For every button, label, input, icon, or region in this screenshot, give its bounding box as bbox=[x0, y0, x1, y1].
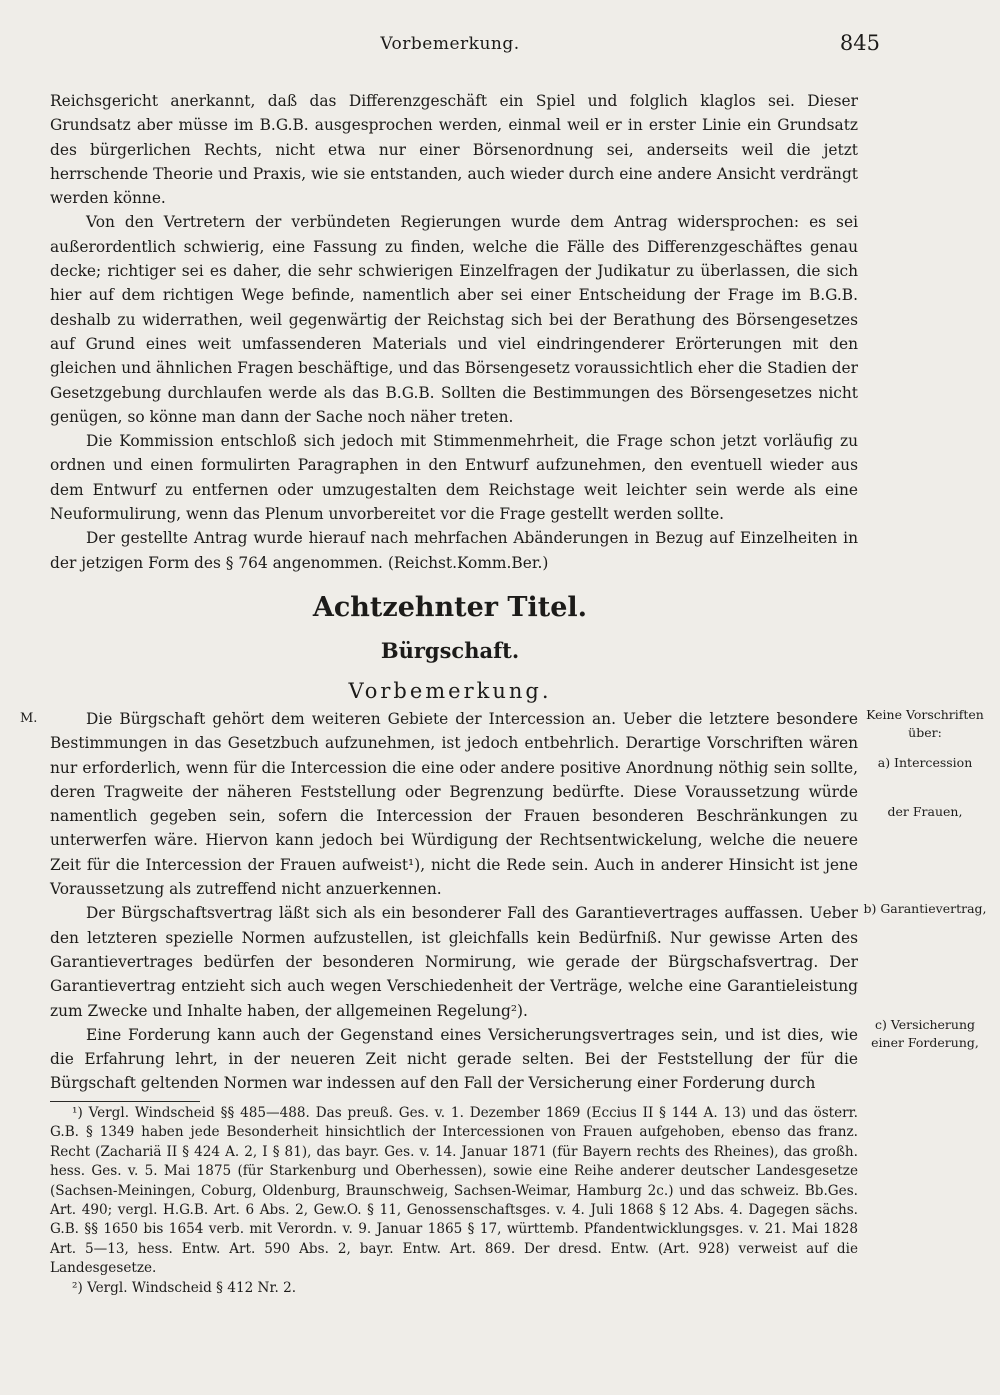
footnotes bbox=[50, 1104, 858, 1298]
paragraph: Die Bürgschaft gehört dem weiteren Gebiete der Intercession an. Ueber die letztere besondere Bestimmungen in das Gesetzbuch aufzunehmen, ist jedoch entbehrlich. Derartige Vorschriften wären nur erforderlich, wenn für die Intercession die eine oder andere positive Anordnung nöthig sein sollte, deren Tragweite der näheren Feststellung oder Begrenzung bedürfte. Diese Voraussetzung würde namentlich gegeben sein, sofern die Intercession der Frauen besonderen Beschränkungen zu unterwerfen wäre. Hiervon kann jedoch bei Würdigung der Rechtsentwickelung, welche die neuere Zeit für die Intercession der Frauen aufweist¹), nicht die Rede sein. Auch in anderer Hinsicht ist jene Voraussetzung als zutreffend nicht anzuerkennen. bbox=[50, 710, 858, 899]
paragraph: Der Bürgschaftsvertrag läßt sich als ein besonderer Fall des Garantievertrages auffassen. Ueber den letzteren spezielle Normen aufzustellen, ist gleichfalls kein Bedürfniß. Nur gewisse Arten des Garantievertrages bedürfen der besonderen Normirung, wie gerade der Bürgschafsvertrag. Der Garantievertrag entzieht sich auch wegen Verschiedenheit der Verträge, welche eine Garantieleistung zum Zwecke und Inhalte haben, der allgemeinen Regelung²). bbox=[50, 904, 858, 1020]
running-title: Vorbemerkung. bbox=[380, 34, 520, 54]
sidenote: b) Garantievertrag, bbox=[863, 901, 987, 916]
sidenote: c) Versicherung einer Forderung, bbox=[871, 1017, 979, 1050]
sidenote: a) Intercession bbox=[877, 755, 973, 770]
paragraph: Von den Vertretern der verbündeten Regierungen wurde dem Antrag widersprochen: es sei außerordentlich schwierig, eine Fassung zu finden, welche die Fälle des Differenzgeschäftes genau decke; richtiger sei es daher, die sehr schwierigen Einzelfragen der Judikatur zu überlassen, die sich hier auf dem richtigen Wege befinde, namentlich aber sei einer Entscheidung der Frage im B.G.B. deshalb zu widerrathen, weil gegenwärtig der Reichstag sich bei der Berathung des Börsengesetzes auf Grund eines weit umfassenderen Materials und viel eindringenderer Erörterungen mit den gleichen und ähnlichen Fragen beschäftige, und das Börsengesetz voraussichtlich eher die Stadien der Gesetzgebung durchlaufen werde als das B.G.B. Sollten die Bestimmungen des Börsengesetzes nicht genügen, so könne man dann der Sache noch näher treten. bbox=[50, 213, 858, 426]
paragraph: Eine Forderung kann auch der Gegenstand eines Versicherungsvertrages sein, und ist dies, wie die Erfahrung lehrt, in der neueren Zeit nicht gerade selten. Bei der Feststellung der für die Bürgschaft geltenden Normen war indessen auf den Fall der Versicherung einer Forderung durch bbox=[50, 1025, 858, 1093]
paragraph: Reichsgericht anerkannt, daß das Differenzgeschäft ein Spiel und folglich klaglos sei. Dieser Grundsatz aber müsse im B.G.B. ausgesprochen werden, einmal weil er in erster Linie ein Grundsatz des bürgerlichen Rechts, nicht etwa nur einer Börsenordnung sei, anderseits weil die jetzt herrschende Theorie und Praxis, wie sie entstanden, auch wieder durch eine andere Ansicht verdrängt werden könne. bbox=[50, 92, 858, 208]
section-heading: Vorbemerkung. bbox=[348, 679, 552, 703]
top-text-block bbox=[50, 89, 858, 575]
page-number: 845 bbox=[839, 31, 880, 55]
margin-marker: M. bbox=[20, 711, 38, 726]
sidenote: Keine Vorschriften über: bbox=[866, 707, 984, 740]
footnote: ²) Vergl. Windscheid § 412 Nr. 2. bbox=[72, 1279, 297, 1296]
sidenote: der Frauen, bbox=[887, 804, 963, 819]
paragraph: Die Kommission entschloß sich jedoch mit Stimmenmehrheit, die Frage schon jetzt vorläufig zu ordnen und einen formulirten Paragraphen in den Entwurf aufzunehmen, den eventuell wieder aus dem Entwurf zu entfernen oder umzugestalten dem Reichstage weit leichter sein werde als eine Neuformulirung, wenn das Plenum unvorbereitet vor die Frage gestellt werden sollte. bbox=[50, 432, 858, 524]
main-text-block bbox=[50, 707, 858, 1096]
footnote: ¹) Vergl. Windscheid §§ 485—488. Das preuß. Ges. v. 1. Dezember 1869 (Eccius II § 144 A. 13) und das österr. G.B. § 1349 haben jede Besonderheit hinsichtlich der Intercessionen von Frauen aufgehoben, ebenso das franz. Recht (Zachariä II § 424 A. 2, I § 81), das bayr. Ges. v. 14. Januar 1871 (für Bayern rechts des Rheines), das großh. hess. Ges. v. 5. Mai 1875 (für Starkenburg und Oberhessen), sowie eine Reihe anderer deutscher Landesgesetze (Sachsen-Meiningen, Coburg, Oldenburg, Braunschweig, Sachsen-Weimar, Hamburg 2c.) und das schweiz. Bb.Ges. Art. 490; vergl. H.G.B. Art. 6 Abs. 2, Gew.O. § 11, Genossenschaftsges. v. 4. Juli 1868 § 12 Abs. 4. Dagegen sächs. G.B. §§ 1650 bis 1654 verb. mit Verordn. v. 9. Januar 1865 § 17, württemb. Pfandentwicklungsges. v. 21. Mai 1828 Art. 5—13, hess. Entw. Art. 590 Abs. 2, bayr. Entw. Art. 869. Der dresd. Entw. (Art. 928) verweist auf die Landesgesetze. bbox=[50, 1105, 858, 1277]
footnote-divider bbox=[50, 1101, 200, 1102]
section-subtitle: Bürgschaft. bbox=[380, 638, 520, 663]
section-title: Achtzehnter Titel. bbox=[312, 592, 588, 623]
paragraph: Der gestellte Antrag wurde hierauf nach mehrfachen Abänderungen in Bezug auf Einzelheiten in der jetzigen Form des § 764 angenommen. (Reichst.Komm.Ber.) bbox=[50, 529, 858, 572]
